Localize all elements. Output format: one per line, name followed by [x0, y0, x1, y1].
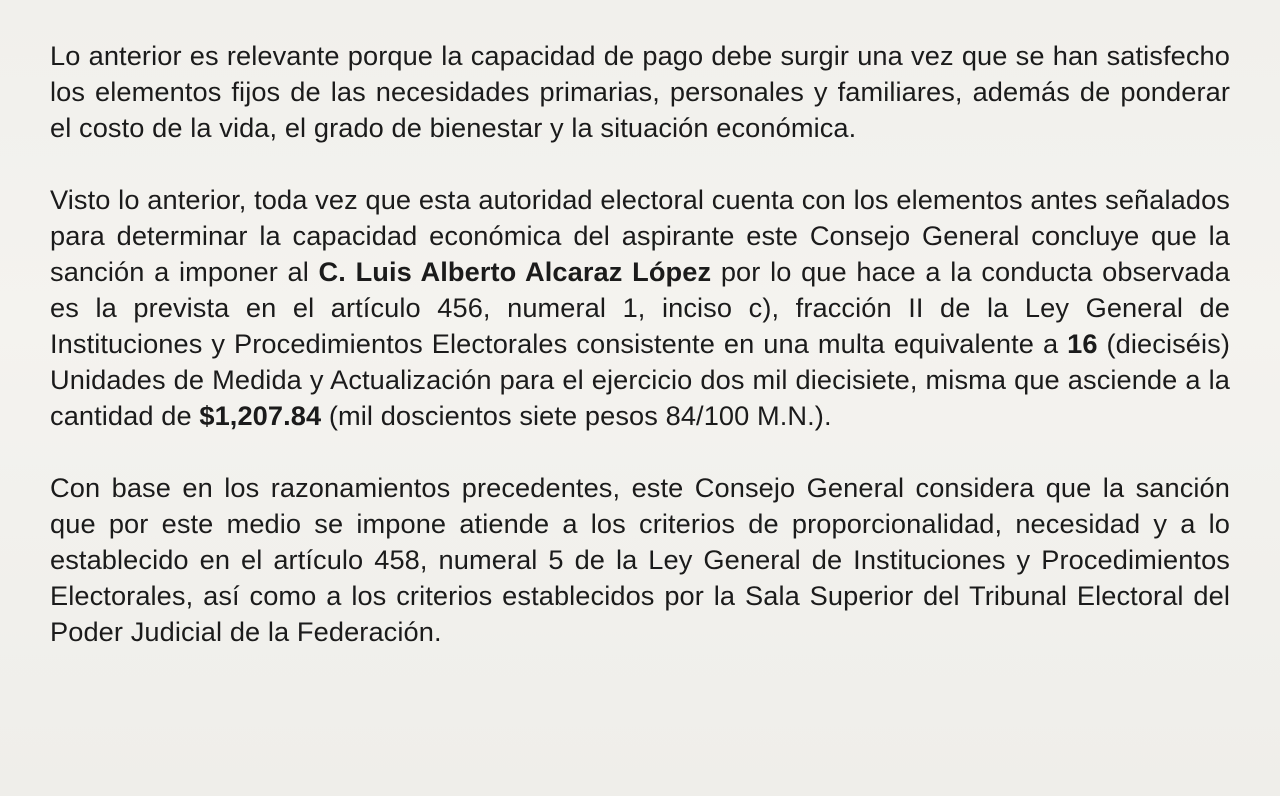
units-count: 16 [1067, 328, 1098, 359]
paragraph-sanction-text-b: por lo que hace a la conducta observada es la prevista en el artículo 456, numeral 1, inciso c), fracción II de la Ley General de Instituciones y Procedimientos Electorales consistente en una multa equivalente a [50, 256, 1230, 359]
paragraph-sanction [50, 182, 1230, 434]
paragraph-sanction-text-a: Visto lo anterior, toda vez que esta autoridad electoral cuenta con los elementos antes señalados para determinar la capacidad económica del aspirante este Consejo General concluye que la sanción a imponer al [50, 184, 1230, 287]
person-name: C. Luis Alberto Alcaraz López [318, 256, 712, 287]
paragraph-payment-capacity: Lo anterior es relevante porque la capacidad de pago debe surgir una vez que se han satisfecho los elementos fijos de las necesidades primarias, personales y familiares, además de ponderar el costo de la vida, el grado de bienestar y la situación económica. [50, 40, 1230, 143]
paragraph-proportionality: Con base en los razonamientos precedentes, este Consejo General considera que la sanción que por este medio se impone atiende a los criterios de proporcionalidad, necesidad y a lo establecido en el artículo 458, numeral 5 de la Ley General de Instituciones y Procedimientos Electorales, así como a los criterios establecidos por la Sala Superior del Tribunal Electoral del Poder Judicial de la Federación. [50, 472, 1230, 647]
fine-amount: $1,207.84 [199, 400, 322, 431]
document-page [50, 38, 1230, 686]
paragraph-sanction-text-d: (mil doscientos siete pesos 84/100 M.N.). [321, 400, 832, 431]
paragraph-sanction-text-c: (dieciséis) Unidades de Medida y Actualización para el ejercicio dos mil diecisiete, misma que asciende a la cantidad de [50, 328, 1231, 431]
